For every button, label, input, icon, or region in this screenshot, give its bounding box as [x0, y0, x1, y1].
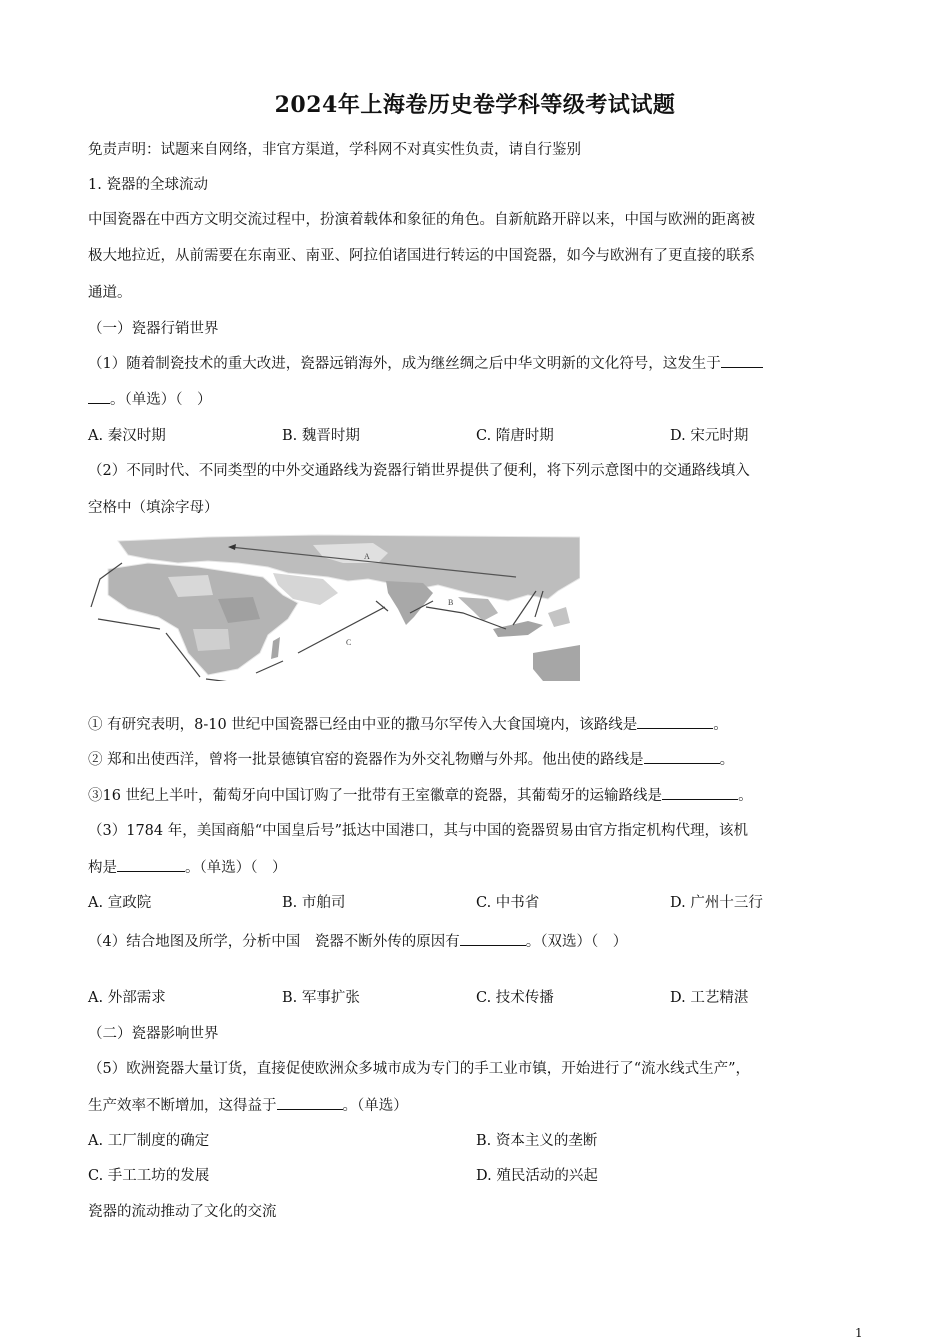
q5-option-b[interactable]: B. 资本主义的垄断 [476, 1133, 598, 1149]
q1-option-c[interactable]: C. 隋唐时期 [476, 428, 554, 444]
question-heading: 1. 瓷器的全球流动 [88, 177, 208, 193]
svg-text:B: B [448, 598, 454, 607]
q4-option-a[interactable]: A. 外部需求 [88, 990, 166, 1006]
intro-line-1: 中国瓷器在中西方文明交流过程中，扮演着载体和象征的角色。自新航路开辟以来，中国与欧洲的距离被 [88, 212, 755, 228]
q2-sub-1-text: ① 有研究表明，8-10 世纪中国瓷器已经由中亚的撒马尔罕传入大食国境内，该路线是 [88, 717, 638, 733]
q1-stem-text: （1）随着制瓷技术的重大改进，瓷器远销海外，成为继丝绸之后中华文明新的文化符号，这发生于 [88, 356, 721, 372]
q3-option-d[interactable]: D. 广州十三行 [670, 895, 763, 911]
answer-blank[interactable] [721, 353, 763, 368]
q2-sub-2 [88, 748, 734, 769]
q5-stem: （5）欧洲瓷器大量订货，直接促使欧洲众多城市成为专门的手工业市镇，开始进行了“流水线式生产”， [88, 1061, 751, 1077]
period: 。 [713, 717, 728, 733]
answer-blank[interactable] [460, 931, 526, 946]
q2-sub-2-text: ② 郑和出使西洋，曾将一批景德镇官窑的瓷器作为外交礼物赠与外邦。他出使的路线是 [88, 752, 644, 768]
answer-blank[interactable] [117, 857, 185, 872]
q3-prefix: 构是 [88, 860, 117, 876]
q1-type: 。（单选）（ ） [110, 392, 212, 408]
q5-option-d[interactable]: D. 殖民活动的兴起 [476, 1168, 598, 1184]
disclaimer: 免责声明：试题来自网络，非官方渠道，学科网不对真实性负责，请自行鉴别 [88, 142, 581, 158]
q5-prefix: 生产效率不断增加，这得益于 [88, 1098, 277, 1114]
q2-stem: （2）不同时代、不同类型的中外交通路线为瓷器行销世界提供了便利，将下列示意图中的交通路线填入 [88, 463, 750, 479]
q1-stem-cont [88, 388, 212, 409]
q2-stem-cont: 空格中（填涂字母） [88, 500, 219, 516]
route-map-svg [88, 533, 580, 681]
q3-option-b[interactable]: B. 市舶司 [282, 895, 346, 911]
closing-text: 瓷器的流动推动了文化的交流 [88, 1204, 277, 1220]
q1-stem [88, 352, 763, 373]
q2-sub-3 [88, 784, 753, 805]
section-heading-2: （二）瓷器影响世界 [88, 1026, 219, 1042]
q2-sub-1 [88, 713, 728, 734]
answer-blank[interactable] [644, 749, 720, 764]
q3-stem: （3）1784 年，美国商船“中国皇后号”抵达中国港口，其与中国的瓷器贸易由官方指定机构代理，该机 [88, 823, 749, 839]
section-heading-1: （一）瓷器行销世界 [88, 321, 219, 337]
q4-text: （4）结合地图及所学，分析中国 瓷器不断外传的原因有 [88, 934, 460, 950]
q1-option-b[interactable]: B. 魏晋时期 [282, 428, 360, 444]
q4-option-c[interactable]: C. 技术传播 [476, 990, 554, 1006]
period: 。 [738, 788, 753, 804]
q4-option-b[interactable]: B. 军事扩张 [282, 990, 360, 1006]
q4-stem [88, 930, 627, 951]
answer-blank[interactable] [88, 389, 110, 404]
period: 。 [719, 752, 735, 768]
intro-line-2: 极大地拉近，从前需要在东南亚、南亚、阿拉伯诸国进行转运的中国瓷器，如今与欧洲有了更直接的联系 [88, 248, 755, 264]
q1-option-d[interactable]: D. 宋元时期 [670, 428, 749, 444]
q3-stem-cont [88, 856, 287, 877]
q3-option-a[interactable]: A. 宣政院 [88, 895, 152, 911]
q3-type: 。（单选）（ ） [185, 860, 287, 876]
q1-option-a[interactable]: A. 秦汉时期 [88, 428, 166, 444]
q5-option-a[interactable]: A. 工厂制度的确定 [88, 1133, 210, 1149]
route-map-figure [88, 533, 580, 681]
page-number: 1 [855, 1326, 863, 1340]
answer-blank[interactable] [277, 1095, 343, 1110]
answer-blank[interactable] [662, 785, 738, 800]
q4-type: 。（双选）（ ） [525, 934, 628, 950]
q2-sub-3-text: ③16 世纪上半叶，葡萄牙向中国订购了一批带有王室徽章的瓷器，其葡萄牙的运输路线是 [88, 788, 663, 804]
q3-option-c[interactable]: C. 中书省 [476, 895, 540, 911]
page-title: 2024年上海卷历史卷学科等级考试试题 [274, 92, 676, 118]
q4-option-d[interactable]: D. 工艺精湛 [670, 990, 749, 1006]
intro-line-3: 通道。 [88, 285, 132, 301]
q5-option-c[interactable]: C. 手工工坊的发展 [88, 1168, 210, 1184]
q5-stem-cont [88, 1094, 408, 1115]
svg-text:C: C [346, 638, 352, 647]
svg-text:A: A [364, 552, 370, 561]
answer-blank[interactable] [637, 714, 713, 729]
q5-type: 。（单选） [342, 1098, 408, 1114]
